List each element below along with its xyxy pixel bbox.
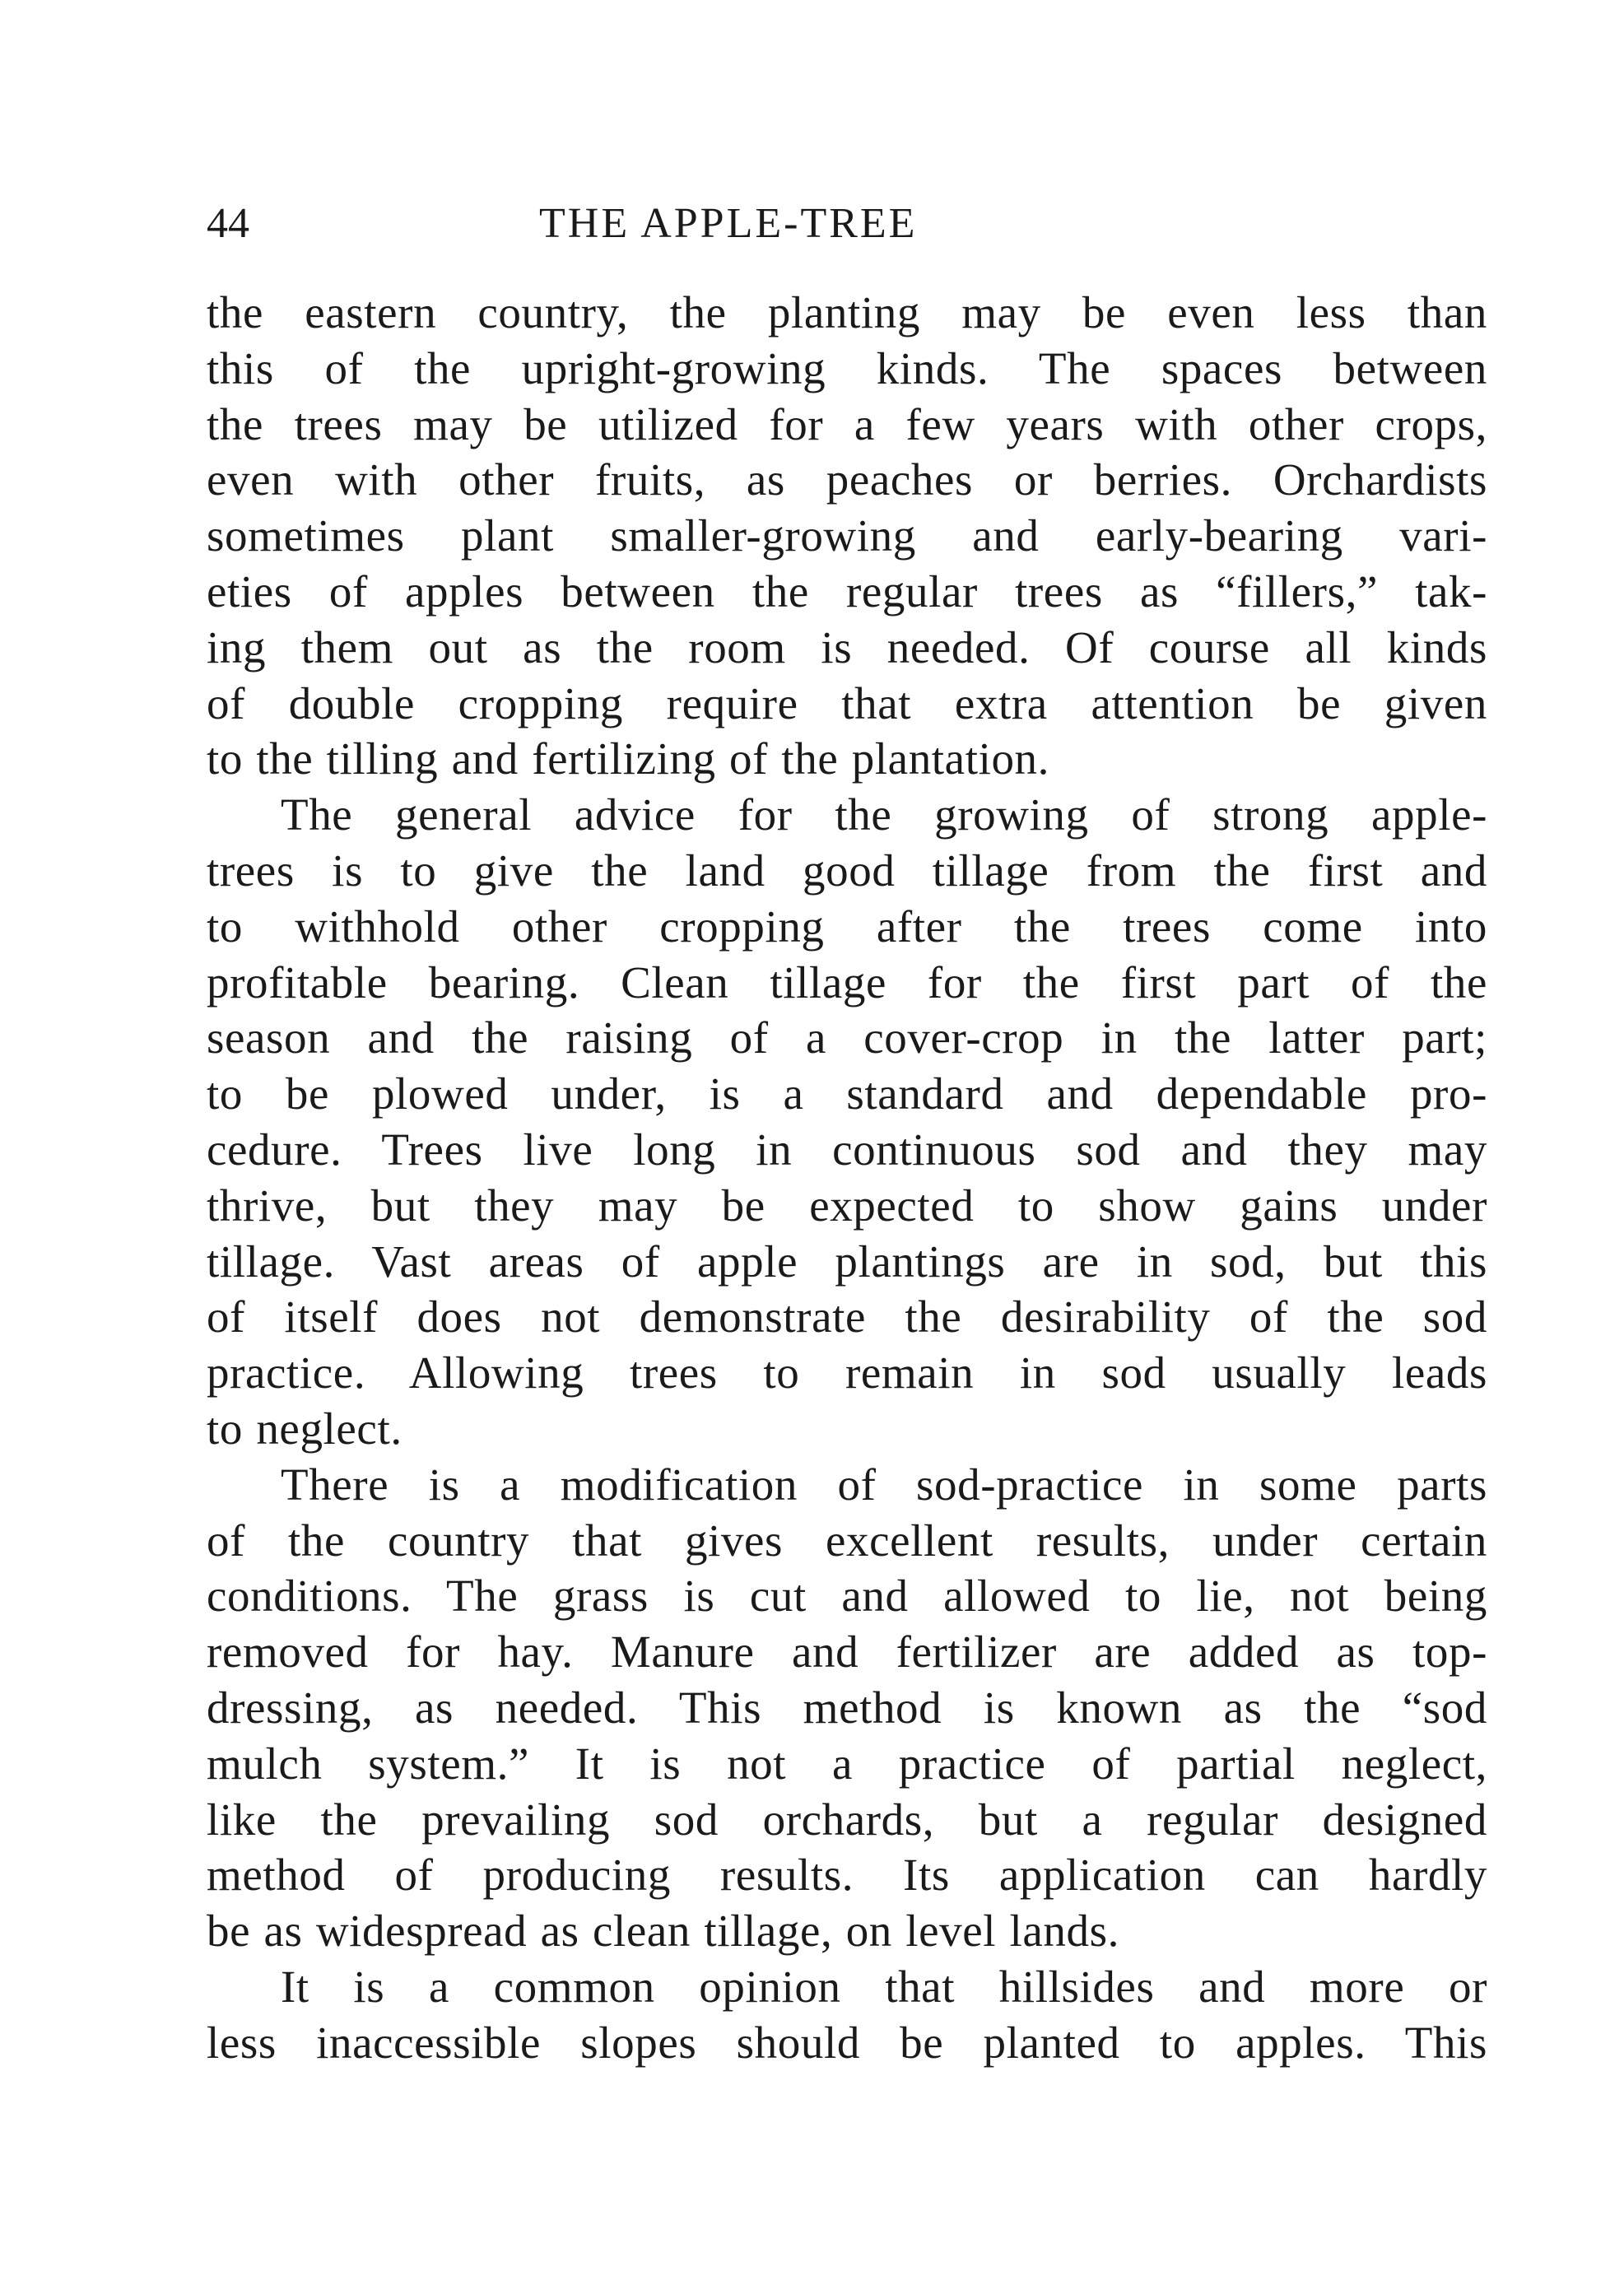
text-line: There is a modification of sod-practice in some parts bbox=[281, 1459, 1487, 1510]
text-line: of itself does not demonstrate the desirability of the sod bbox=[207, 1291, 1487, 1343]
text-line: less inaccessible slopes should be planted to apples. This bbox=[207, 2017, 1487, 2068]
paragraph bbox=[207, 1959, 1487, 2071]
text-line: The general advice for the growing of strong apple- bbox=[281, 789, 1487, 840]
paragraph bbox=[207, 1457, 1487, 1959]
paragraph bbox=[207, 285, 1487, 787]
text-line: cedure. Trees live long in continuous sod and they may bbox=[207, 1124, 1487, 1175]
text-line: dressing, as needed. This method is known as the “sod bbox=[207, 1682, 1487, 1733]
text-line: be as widespread as clean tillage, on level lands. bbox=[207, 1906, 1119, 1957]
text-line: of double cropping require that extra attention be given bbox=[207, 677, 1487, 728]
text-line: practice. Allowing trees to remain in sod usually leads bbox=[207, 1347, 1487, 1398]
text-line: the trees may be utilized for a few years with other crops, bbox=[207, 398, 1487, 449]
text-line: thrive, but they may be expected to show gains under bbox=[207, 1180, 1487, 1231]
text-line: method of producing results. Its application can hardly bbox=[207, 1850, 1487, 1901]
text-line: removed for hay. Manure and fertilizer are added as top- bbox=[207, 1626, 1487, 1678]
text-line: ing them out as the room is needed. Of course all kinds bbox=[207, 621, 1487, 672]
text-line: the eastern country, the planting may be even less than bbox=[207, 287, 1487, 337]
paragraph bbox=[207, 787, 1487, 1457]
text-line: sometimes plant smaller-growing and early-bearing vari- bbox=[207, 510, 1487, 561]
text-line: tillage. Vast areas of apple plantings are in sod, but this bbox=[207, 1236, 1487, 1287]
text-line: It is a common opinion that hillsides and more or bbox=[281, 1961, 1487, 2012]
text-line: to the tilling and fertilizing of the plantation. bbox=[207, 733, 1050, 784]
text-line: mulch system.” It is not a practice of partial neglect, bbox=[207, 1738, 1487, 1789]
text-line: conditions. The grass is cut and allowed to lie, not being bbox=[207, 1571, 1487, 1622]
text-line: to be plowed under, is a standard and dependable pro- bbox=[207, 1068, 1487, 1119]
text-line: to withhold other cropping after the trees come into bbox=[207, 901, 1487, 952]
running-head bbox=[207, 196, 1487, 252]
page-number: 44 bbox=[207, 200, 249, 247]
text-line: profitable bearing. Clean tillage for the first part of the bbox=[207, 956, 1487, 1008]
text-line: like the prevailing sod orchards, but a regular designed bbox=[207, 1794, 1487, 1845]
text-line: this of the upright-growing kinds. The spaces between bbox=[207, 342, 1487, 393]
text-line: of the country that gives excellent results, under certain bbox=[207, 1515, 1487, 1566]
text-line: season and the raising of a cover-crop in the latter part; bbox=[207, 1012, 1487, 1063]
text-line: trees is to give the land good tillage from the first and bbox=[207, 845, 1487, 896]
text-line: even with other fruits, as peaches or berries. Orchardists bbox=[207, 454, 1487, 505]
body-text bbox=[207, 285, 1487, 2071]
text-line: eties of apples between the regular trees as “fillers,” tak- bbox=[207, 565, 1487, 617]
text-line: to neglect. bbox=[207, 1403, 403, 1454]
running-title: THE APPLE-TREE bbox=[539, 200, 918, 247]
